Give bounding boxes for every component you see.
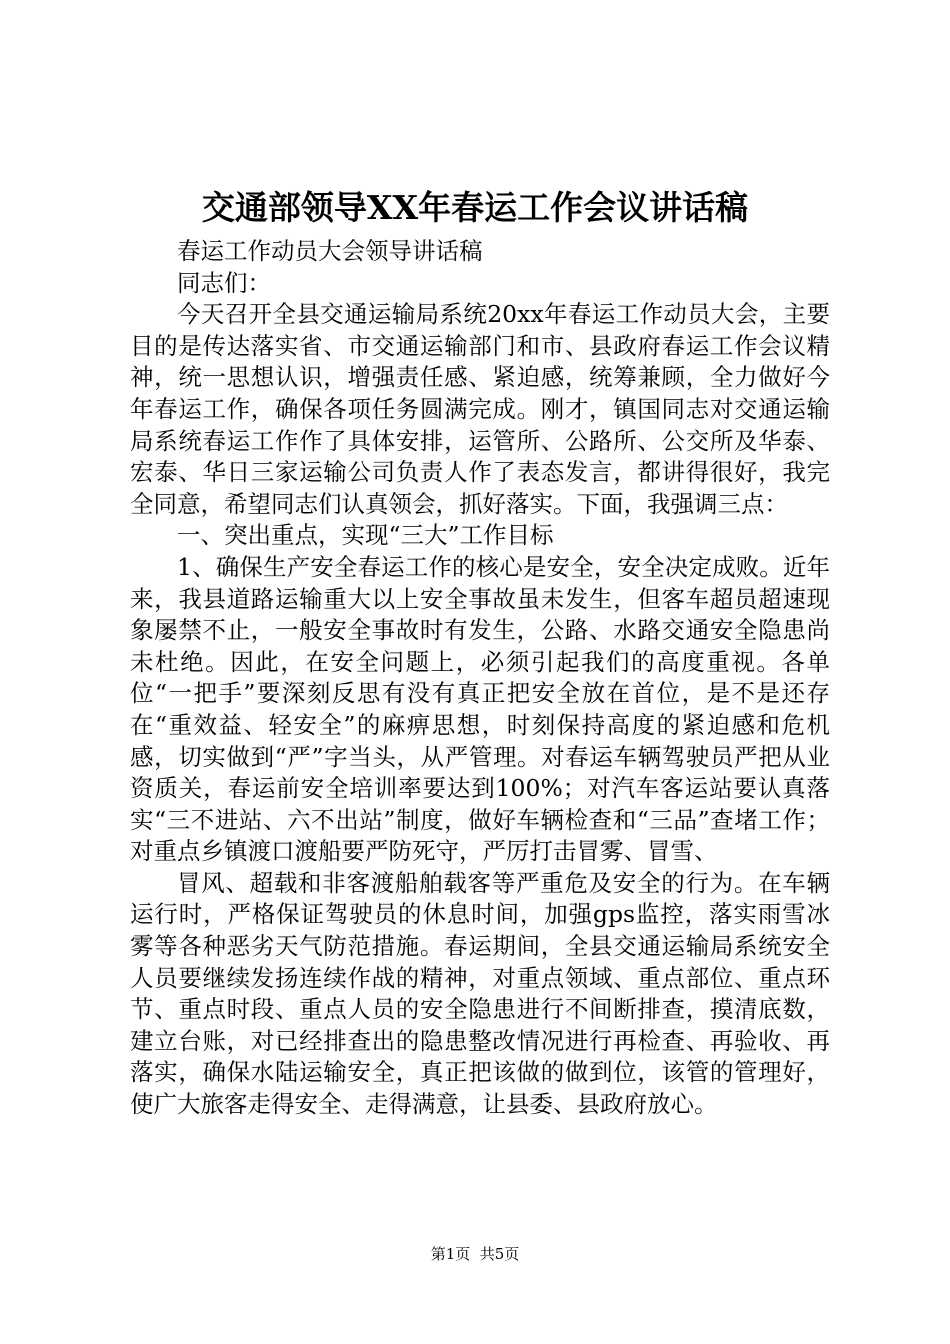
intro-paragraph: 今天召开全县交通运输局系统20xx年春运工作动员大会，主要目的是传达落实省、市交通运输部门和市、县政府春运工作会议精神，统一思想认识，增强责任感、紧迫感，统筹兼顾，全力做好今年春运工作，确保各项任务圆满完成。刚才，镇国同志对交通运输局系统春运工作作了具体安排，运管所、公路所、公交所及华泰、宏泰、华日三家运输公司负责人作了表态发言，都讲得很好，我完全同意，希望同志们认真领会，抓好落实。下面，我强调三点： (130, 300, 830, 518)
subtitle-paragraph: 春运工作动员大会领导讲话稿 (177, 237, 483, 265)
safety-paragraph: 1、确保生产安全春运工作的核心是安全，安全决定成败。近年来，我县道路运输重大以上安全事故虽未发生，但客车超员超速现象屡禁不止，一般安全事故时有发生，公路、水路交通安全隐患尚未杜绝。因此，在安全问题上，必须引起我们的高度重视。各单位“一把手”要深刻反思有没有真正把安全放在首位，是不是还存在“重效益、轻安全”的麻痹思想，时刻保持高度的紧迫感和危机感，切实做到“严”字当头，从严管理。对春运车辆驾驶员严把从业资质关，春运前安全培训率要达到100%；对汽车客运站要认真落实“三不进站、六不出站”制度，做好车辆检查和“三品”查堵工作；对重点乡镇渡口渡船要严防死守，严厉打击冒雾、冒雪、 (130, 552, 830, 866)
safety-continued-paragraph: 冒风、超载和非客渡船舶载客等严重危及安全的行为。在车辆运行时，严格保证驾驶员的休息时间，加强gps监控，落实雨雪冰雾等各种恶劣天气防范措施。春运期间，全县交通运输局系统安全人员要继续发扬连续作战的精神，对重点领域、重点部位、重点环节、重点时段、重点人员的安全隐患进行不间断排查，摸清底数，建立台账，对已经排查出的隐患整改情况进行再检查、再验收、再落实，确保水陆运输安全，真正把该做的做到位，该管的管理好，使广大旅客走得安全、走得满意，让县委、县政府放心。 (130, 868, 830, 1119)
page-number-footer: 第1页 共5页 (430, 1245, 520, 1263)
salutation-paragraph: 同志们： (177, 268, 271, 297)
document-body (130, 236, 830, 1121)
document-title: 交通部领导XX年春运工作会议讲话稿 (201, 188, 749, 227)
section-heading: 一、突出重点，实现“三大”工作目标 (177, 521, 554, 550)
